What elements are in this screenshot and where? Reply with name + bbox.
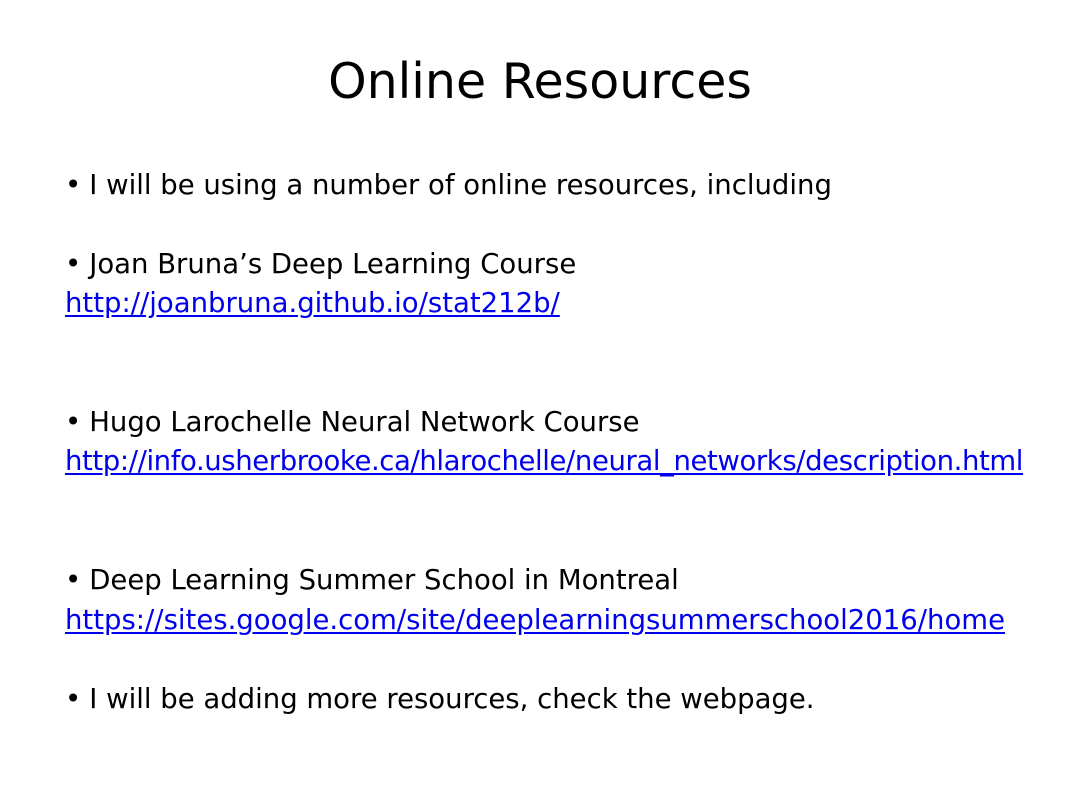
resource-link-row-3 [65,602,1005,638]
bullet-closing [65,681,815,717]
resource-name: Hugo Larochelle Neural Network Course [89,406,640,438]
bullet-resource-1 [65,246,576,282]
intro-text: I will be using a number of online resources, including [89,169,832,201]
resource-link-summerschool[interactable]: https://sites.google.com/site/deeplearningsummerschool2016/home [65,604,1005,636]
bullet-icon: • [65,564,82,596]
closing-text: I will be adding more resources, check the webpage. [89,683,815,715]
bullet-icon: • [65,683,82,715]
bullet-resource-2 [65,404,640,440]
resource-name: Joan Bruna’s Deep Learning Course [89,248,577,280]
resource-name: Deep Learning Summer School in Montreal [89,564,679,596]
bullet-resource-3 [65,562,679,598]
bullet-intro [65,167,832,203]
bullet-icon: • [65,169,82,201]
resource-link-larochelle[interactable]: http://info.usherbrooke.ca/hlarochelle/neural_networks/description.html [65,445,1024,477]
resource-link-joanbruna[interactable]: http://joanbruna.github.io/stat212b/ [65,287,560,319]
bullet-icon: • [65,406,82,438]
bullet-icon: • [65,248,82,280]
resource-link-row-2 [65,443,1023,479]
slide-title: Online Resources [328,53,752,110]
resource-link-row-1 [65,285,560,321]
